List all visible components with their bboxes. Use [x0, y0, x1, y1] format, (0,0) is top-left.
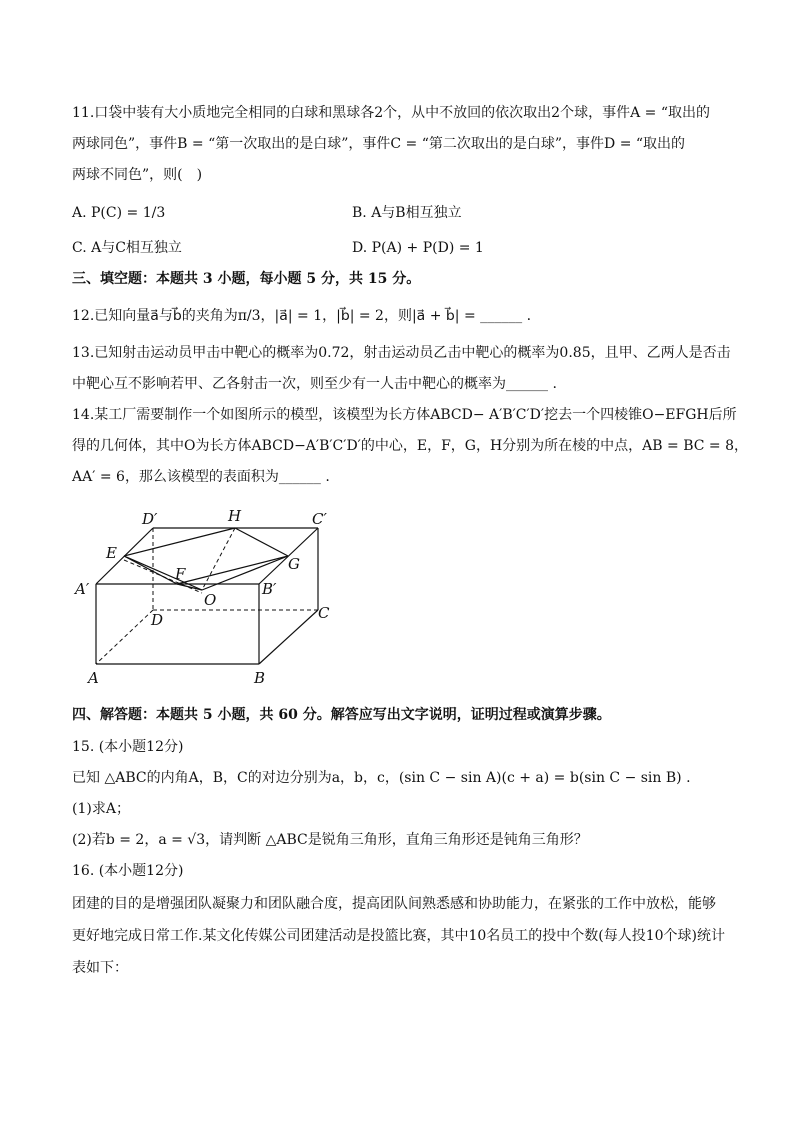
hidden-edge-eo [124, 560, 202, 593]
cuboid-figure [72, 500, 372, 690]
q16-line3: 表如下： [72, 960, 128, 976]
q11-line1: 11.口袋中装有大小质地完全相同的白球和黑球各2个，从中不放回的依次取出2个球，事件A = “取出的 [72, 105, 710, 121]
q11-line3: 两球不同色”，则( ) [72, 167, 203, 183]
q14-line2: 得的几何体，其中O为长方体ABCD−A′B′C′D′的中心，E，F，G，H分别为所在棱的中点，AB = BC = 8， [72, 438, 749, 454]
label-d1: D′ [142, 510, 158, 528]
label-b: B [254, 669, 266, 687]
q11-option-d: D. P(A) + P(D) = 1 [352, 240, 484, 256]
q12-line1: 12.已知向量a⃗与b⃗的夹角为π/3，|a⃗| = 1，|b⃗| = 2，则|a⃗ + b⃗| = ______ . [72, 308, 532, 324]
label-e: E [106, 544, 117, 562]
label-b1: B′ [262, 580, 277, 598]
q15-line1: 已知 △ABC的内角A，B，C的对边分别为a，b，c，(sin C − sin A)(c + a) = b(sin C − sin B) . [72, 770, 691, 786]
edge-eo-front [124, 556, 202, 590]
q14-line3: AA′ = 6，那么该模型的表面积为______ . [72, 469, 330, 485]
q15-header: 15. (本小题12分) [72, 739, 184, 755]
hidden-edge-ad [96, 610, 153, 664]
label-h: H [228, 507, 242, 525]
q16-header: 16. (本小题12分) [72, 863, 184, 879]
label-o: O [204, 591, 217, 609]
q15-line3: (2)若b = 2，a = √3，请判断 △ABC是锐角三角形，直角三角形还是钝角三角形？ [72, 832, 588, 848]
q13-line1: 13.已知射击运动员甲击中靶心的概率为0.72，射击运动员乙击中靶心的概率为0.85，且甲、乙两人是否击 [72, 345, 731, 361]
edge-hg [235, 528, 288, 556]
q11-line2: 两球同色”，事件B = “第一次取出的是白球”，事件C = “第二次取出的是白球”，事件D = “取出的 [72, 136, 686, 152]
section3-heading: 三、填空题：本题共 3 小题，每小题 5 分，共 15 分。 [72, 271, 421, 287]
label-g: G [288, 555, 300, 573]
label-c1: C′ [312, 510, 327, 528]
q14-line1: 14.某工厂需要制作一个如图所示的模型，该模型为长方体ABCD− A′B′C′D′挖去一个四棱锥O−EFGH后所 [72, 407, 737, 423]
edge-fe [124, 556, 177, 584]
q15-line2: (1)求A； [72, 801, 130, 817]
q13-line2: 中靶心互不影响若甲、乙各射击一次，则至少有一人击中靶心的概率为______ . [72, 376, 557, 392]
label-a: A [88, 669, 99, 687]
hidden-edge-ho [202, 528, 235, 590]
q11-option-a: A. P(C) = 1/3 [72, 205, 166, 221]
label-d: D [151, 611, 164, 629]
label-c: C [318, 604, 330, 622]
q16-line1: 团建的目的是增强团队凝聚力和团队融合度，提高团队间熟悉感和协助能力，在紧张的工作中放松，能够 [72, 896, 716, 912]
q11-option-b: B. A与B相互独立 [352, 205, 462, 221]
label-a1: A′ [75, 580, 90, 598]
section4-heading: 四、解答题：本题共 5 小题，共 60 分。解答应写出文字说明，证明过程或演算步骤。 [72, 707, 611, 723]
label-f: F [175, 565, 186, 583]
edge-bc [259, 610, 318, 664]
q11-option-c: C. A与C相互独立 [72, 240, 182, 256]
q16-line2: 更好地完成日常工作.某文化传媒公司团建活动是投篮比赛，其中10名员工的投中个数(每人投10个球)统计 [72, 928, 726, 944]
edge-eh [124, 528, 235, 556]
